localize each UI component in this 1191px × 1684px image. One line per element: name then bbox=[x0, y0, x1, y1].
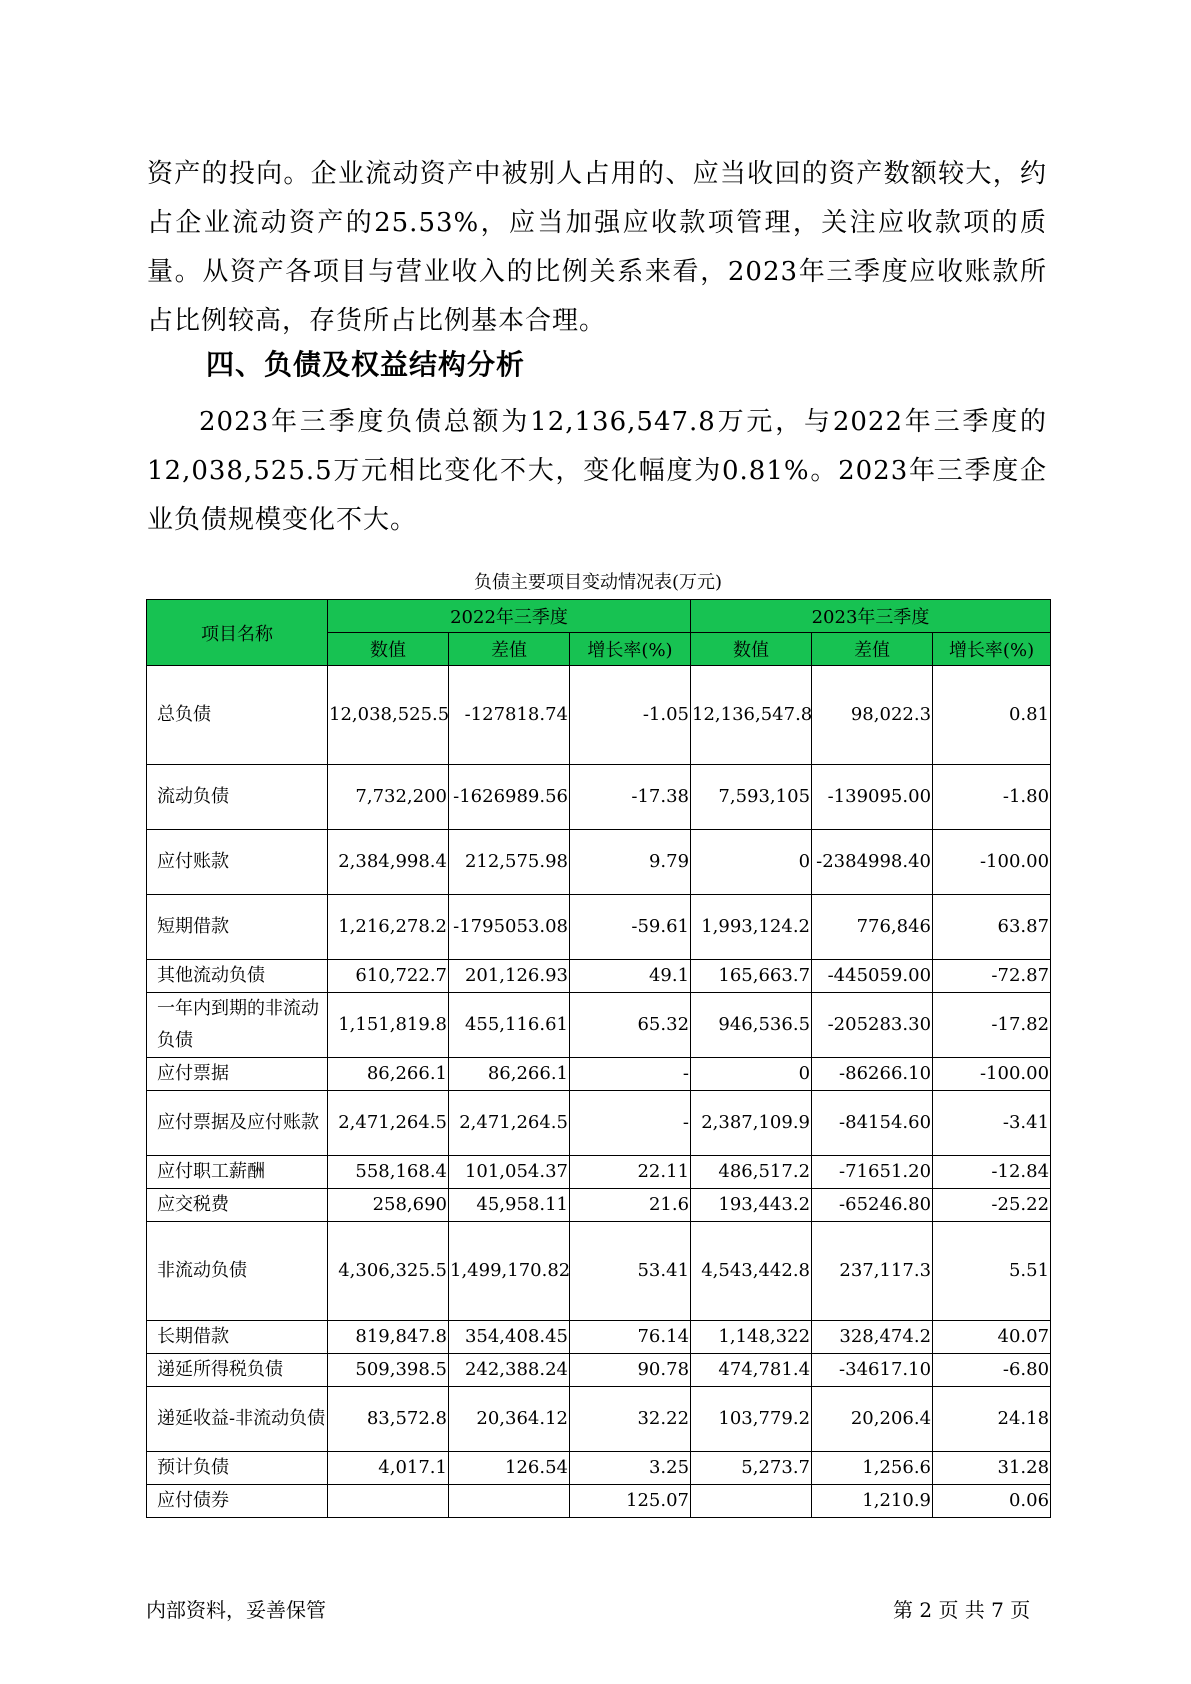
cell-value-2023: 474,781.4 bbox=[691, 1354, 812, 1387]
cell-value-2023: 7,593,105 bbox=[691, 765, 812, 830]
cell-value-2022: 1,151,819.8 bbox=[328, 993, 449, 1058]
cell-diff-2023: 1,210.9 bbox=[812, 1485, 933, 1518]
cell-rate-2022: 125.07 bbox=[570, 1485, 691, 1518]
cell-diff-2022: 242,388.24 bbox=[449, 1354, 570, 1387]
cell-rate-2022: -59.61 bbox=[570, 895, 691, 960]
cell-diff-2022: 212,575.98 bbox=[449, 830, 570, 895]
liabilities-table bbox=[146, 599, 1051, 1518]
cell-diff-2023: -71651.20 bbox=[812, 1156, 933, 1189]
cell-rate-2023: 63.87 bbox=[933, 895, 1051, 960]
cell-rate-2022: 65.32 bbox=[570, 993, 691, 1058]
cell-name: 总负债 bbox=[147, 666, 328, 765]
cell-value-2023: 4,543,442.8 bbox=[691, 1222, 812, 1321]
cell-value-2022: 4,306,325.5 bbox=[328, 1222, 449, 1321]
cell-rate-2023: 40.07 bbox=[933, 1321, 1051, 1354]
cell-diff-2022: 126.54 bbox=[449, 1452, 570, 1485]
cell-diff-2022: 20,364.12 bbox=[449, 1387, 570, 1452]
cell-name: 短期借款 bbox=[147, 895, 328, 960]
table-row bbox=[147, 1058, 1051, 1091]
cell-value-2023: 103,779.2 bbox=[691, 1387, 812, 1452]
cell-rate-2023: 5.51 bbox=[933, 1222, 1051, 1321]
cell-value-2022: 610,722.7 bbox=[328, 960, 449, 993]
cell-diff-2022: 1,499,170.82 bbox=[449, 1222, 570, 1321]
cell-rate-2022: 49.1 bbox=[570, 960, 691, 993]
cell-name: 应付职工薪酬 bbox=[147, 1156, 328, 1189]
table-row bbox=[147, 1387, 1051, 1452]
cell-diff-2023: -86266.10 bbox=[812, 1058, 933, 1091]
cell-diff-2022: 101,054.37 bbox=[449, 1156, 570, 1189]
cell-diff-2022: -1626989.56 bbox=[449, 765, 570, 830]
header-rate-2022: 增长率(%) bbox=[570, 633, 691, 666]
cell-diff-2023: -65246.80 bbox=[812, 1189, 933, 1222]
cell-value-2023: 0 bbox=[691, 1058, 812, 1091]
cell-value-2022: 819,847.8 bbox=[328, 1321, 449, 1354]
cell-rate-2023: -100.00 bbox=[933, 1058, 1051, 1091]
cell-value-2022: 7,732,200 bbox=[328, 765, 449, 830]
cell-name: 长期借款 bbox=[147, 1321, 328, 1354]
cell-name: 递延收益-非流动负债 bbox=[147, 1387, 328, 1452]
cell-value-2023 bbox=[691, 1485, 812, 1518]
cell-name: 应付债券 bbox=[147, 1485, 328, 1518]
header-diff-2023: 差值 bbox=[812, 633, 933, 666]
cell-value-2023: 2,387,109.9 bbox=[691, 1091, 812, 1156]
cell-diff-2022: 455,116.61 bbox=[449, 993, 570, 1058]
cell-rate-2022: - bbox=[570, 1058, 691, 1091]
cell-rate-2022: 3.25 bbox=[570, 1452, 691, 1485]
cell-rate-2023: 0.06 bbox=[933, 1485, 1051, 1518]
cell-name: 非流动负债 bbox=[147, 1222, 328, 1321]
cell-value-2023: 946,536.5 bbox=[691, 993, 812, 1058]
cell-diff-2023: 237,117.3 bbox=[812, 1222, 933, 1321]
table-row bbox=[147, 1222, 1051, 1321]
cell-rate-2023: -25.22 bbox=[933, 1189, 1051, 1222]
cell-name: 应付账款 bbox=[147, 830, 328, 895]
header-rate-2023: 增长率(%) bbox=[933, 633, 1051, 666]
cell-rate-2023: -12.84 bbox=[933, 1156, 1051, 1189]
cell-rate-2022: 90.78 bbox=[570, 1354, 691, 1387]
cell-name: 应交税费 bbox=[147, 1189, 328, 1222]
cell-value-2023: 12,136,547.8 bbox=[691, 666, 812, 765]
cell-value-2023: 1,148,322 bbox=[691, 1321, 812, 1354]
table-row bbox=[147, 1189, 1051, 1222]
header-value-2023: 数值 bbox=[691, 633, 812, 666]
cell-name: 预计负债 bbox=[147, 1452, 328, 1485]
table-row bbox=[147, 1452, 1051, 1485]
summary-paragraph: 2023年三季度负债总额为12,136,547.8万元，与2022年三季度的12,038,525.5万元相比变化不大，变化幅度为0.81%。2023年三季度企业负债规模变化不大。 bbox=[147, 407, 1047, 535]
cell-diff-2023: -139095.00 bbox=[812, 765, 933, 830]
cell-rate-2023: 24.18 bbox=[933, 1387, 1051, 1452]
cell-diff-2023: -445059.00 bbox=[812, 960, 933, 993]
cell-rate-2022: - bbox=[570, 1091, 691, 1156]
cell-value-2023: 193,443.2 bbox=[691, 1189, 812, 1222]
header-period-2022: 2022年三季度 bbox=[328, 600, 691, 633]
header-item-name: 项目名称 bbox=[147, 600, 328, 666]
cell-name: 应付票据及应付账款 bbox=[147, 1091, 328, 1156]
table-row bbox=[147, 895, 1051, 960]
table-row bbox=[147, 666, 1051, 765]
intro-paragraph: 资产的投向。企业流动资产中被别人占用的、应当收回的资产数额较大，约占企业流动资产的25.53%，应当加强应收款项管理，关注应收款项的质量。从资产各项目与营业收入的比例关系来看，2023年三季度应收账款所占比例较高，存货所占比例基本合理。 bbox=[147, 159, 1047, 336]
header-value-2022: 数值 bbox=[328, 633, 449, 666]
cell-diff-2023: 98,022.3 bbox=[812, 666, 933, 765]
cell-name: 递延所得税负债 bbox=[147, 1354, 328, 1387]
cell-rate-2023: -17.82 bbox=[933, 993, 1051, 1058]
footer-confidential-note: 内部资料，妥善保管 bbox=[146, 1598, 326, 1622]
cell-value-2022: 2,471,264.5 bbox=[328, 1091, 449, 1156]
footer-page-number: 第 2 页 共 7 页 bbox=[893, 1598, 1031, 1622]
cell-rate-2023: -6.80 bbox=[933, 1354, 1051, 1387]
cell-diff-2023: -2384998.40 bbox=[812, 830, 933, 895]
table-row bbox=[147, 993, 1051, 1058]
cell-value-2022: 509,398.5 bbox=[328, 1354, 449, 1387]
cell-rate-2023: -1.80 bbox=[933, 765, 1051, 830]
cell-value-2022: 4,017.1 bbox=[328, 1452, 449, 1485]
cell-rate-2022: -1.05 bbox=[570, 666, 691, 765]
cell-value-2023: 486,517.2 bbox=[691, 1156, 812, 1189]
cell-rate-2022: 9.79 bbox=[570, 830, 691, 895]
cell-diff-2022: 201,126.93 bbox=[449, 960, 570, 993]
cell-value-2023: 5,273.7 bbox=[691, 1452, 812, 1485]
cell-diff-2023: -84154.60 bbox=[812, 1091, 933, 1156]
cell-value-2022: 83,572.8 bbox=[328, 1387, 449, 1452]
cell-diff-2023: 776,846 bbox=[812, 895, 933, 960]
cell-value-2023: 1,993,124.2 bbox=[691, 895, 812, 960]
table-row bbox=[147, 765, 1051, 830]
cell-diff-2023: 328,474.2 bbox=[812, 1321, 933, 1354]
cell-rate-2023: -3.41 bbox=[933, 1091, 1051, 1156]
table-row bbox=[147, 1485, 1051, 1518]
table-row bbox=[147, 1321, 1051, 1354]
cell-value-2022: 86,266.1 bbox=[328, 1058, 449, 1091]
header-period-2023: 2023年三季度 bbox=[691, 600, 1051, 633]
cell-diff-2023: -205283.30 bbox=[812, 993, 933, 1058]
cell-diff-2022: -1795053.08 bbox=[449, 895, 570, 960]
cell-rate-2023: -100.00 bbox=[933, 830, 1051, 895]
cell-value-2022: 2,384,998.4 bbox=[328, 830, 449, 895]
cell-diff-2022 bbox=[449, 1485, 570, 1518]
cell-value-2022: 12,038,525.5 bbox=[328, 666, 449, 765]
section-heading: 四、负债及权益结构分析 bbox=[206, 348, 526, 381]
table-row bbox=[147, 1156, 1051, 1189]
cell-rate-2022: 22.11 bbox=[570, 1156, 691, 1189]
table-row bbox=[147, 1354, 1051, 1387]
cell-rate-2022: 32.22 bbox=[570, 1387, 691, 1452]
cell-diff-2023: -34617.10 bbox=[812, 1354, 933, 1387]
cell-diff-2022: -127818.74 bbox=[449, 666, 570, 765]
cell-name: 一年内到期的非流动负债 bbox=[147, 993, 328, 1058]
cell-rate-2023: 31.28 bbox=[933, 1452, 1051, 1485]
cell-value-2023: 165,663.7 bbox=[691, 960, 812, 993]
cell-diff-2023: 20,206.4 bbox=[812, 1387, 933, 1452]
cell-rate-2022: 53.41 bbox=[570, 1222, 691, 1321]
cell-diff-2022: 2,471,264.5 bbox=[449, 1091, 570, 1156]
cell-name: 应付票据 bbox=[147, 1058, 328, 1091]
cell-rate-2022: 21.6 bbox=[570, 1189, 691, 1222]
cell-value-2022 bbox=[328, 1485, 449, 1518]
cell-value-2022: 558,168.4 bbox=[328, 1156, 449, 1189]
cell-value-2022: 1,216,278.2 bbox=[328, 895, 449, 960]
cell-rate-2022: -17.38 bbox=[570, 765, 691, 830]
cell-name: 流动负债 bbox=[147, 765, 328, 830]
cell-diff-2022: 86,266.1 bbox=[449, 1058, 570, 1091]
cell-name: 其他流动负债 bbox=[147, 960, 328, 993]
cell-diff-2023: 1,256.6 bbox=[812, 1452, 933, 1485]
cell-value-2023: 0 bbox=[691, 830, 812, 895]
cell-value-2022: 258,690 bbox=[328, 1189, 449, 1222]
table-row bbox=[147, 1091, 1051, 1156]
header-diff-2022: 差值 bbox=[449, 633, 570, 666]
cell-rate-2022: 76.14 bbox=[570, 1321, 691, 1354]
table-row bbox=[147, 830, 1051, 895]
cell-diff-2022: 354,408.45 bbox=[449, 1321, 570, 1354]
cell-rate-2023: -72.87 bbox=[933, 960, 1051, 993]
cell-rate-2023: 0.81 bbox=[933, 666, 1051, 765]
cell-diff-2022: 45,958.11 bbox=[449, 1189, 570, 1222]
table-caption: 负债主要项目变动情况表(万元) bbox=[473, 572, 723, 593]
table-row bbox=[147, 960, 1051, 993]
